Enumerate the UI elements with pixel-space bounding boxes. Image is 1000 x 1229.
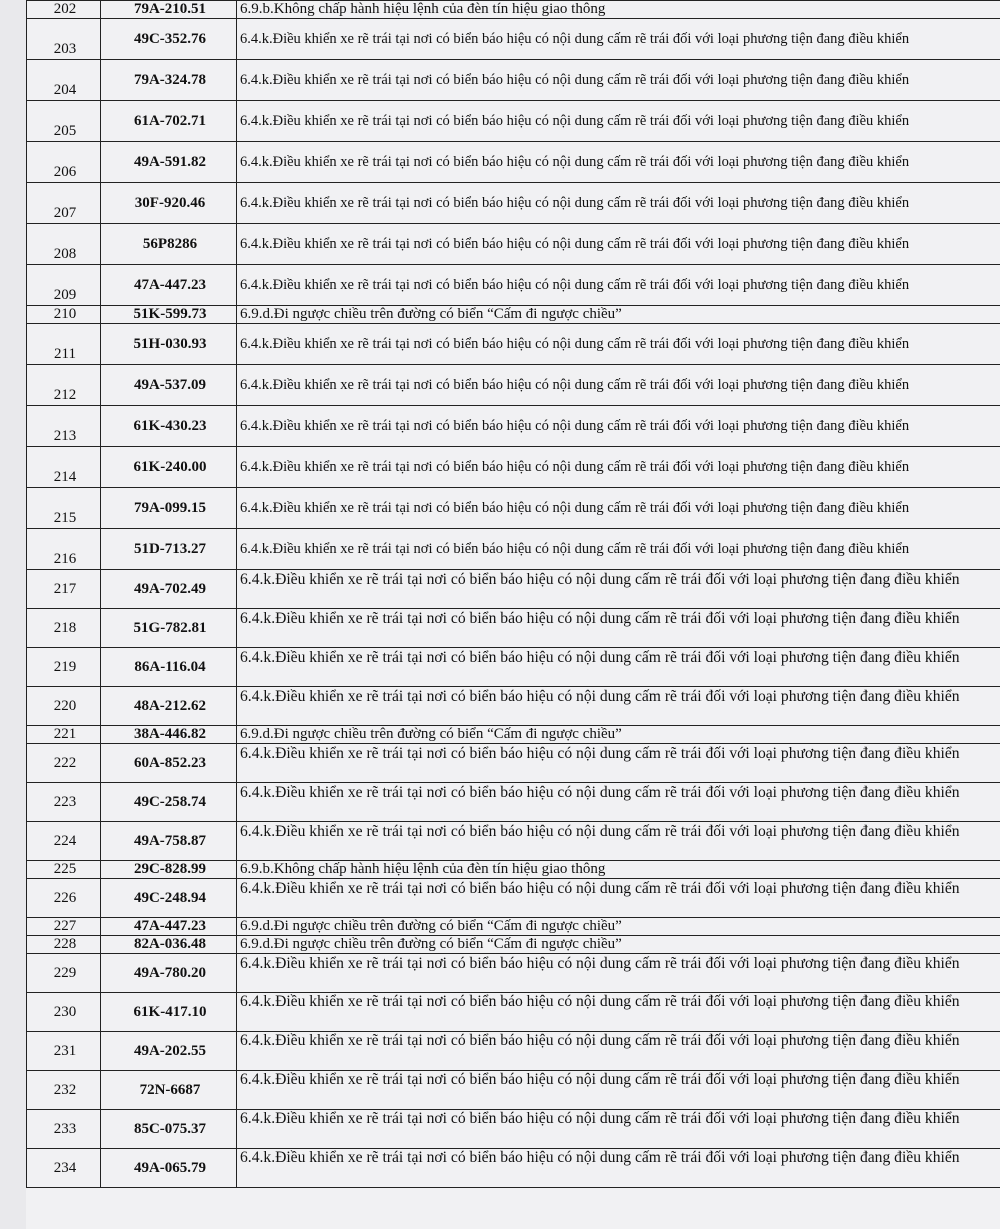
license-plate: 56P8286 [101,224,237,265]
violation-description: 6.4.k.Điều khiển xe rẽ trái tại nơi có biển báo hiệu có nội dung cấm rẽ trái đối với loại phương tiện đang điều khiển [237,822,1000,861]
license-plate: 86A-116.04 [101,648,237,687]
row-number: 211 [27,324,101,365]
violation-description: 6.4.k.Điều khiển xe rẽ trái tại nơi có biển báo hiệu có nội dung cấm rẽ trái đối với loại phương tiện đang điều khiển [237,406,1000,447]
license-plate: 47A-447.23 [101,265,237,306]
license-plate: 61K-430.23 [101,406,237,447]
row-number: 223 [27,783,101,822]
license-plate: 29C-828.99 [101,861,237,879]
license-plate: 30F-920.46 [101,183,237,224]
violation-description: 6.4.k.Điều khiển xe rẽ trái tại nơi có biển báo hiệu có nội dung cấm rẽ trái đối với loại phương tiện đang điều khiển [237,1110,1000,1149]
row-number: 221 [27,726,101,744]
license-plate: 49A-065.79 [101,1149,237,1188]
violation-description: 6.4.k.Điều khiển xe rẽ trái tại nơi có biển báo hiệu có nội dung cấm rẽ trái đối với loại phương tiện đang điều khiển [237,19,1000,60]
violation-description: 6.4.k.Điều khiển xe rẽ trái tại nơi có biển báo hiệu có nội dung cấm rẽ trái đối với loại phương tiện đang điều khiển [237,954,1000,993]
violation-description: 6.4.k.Điều khiển xe rẽ trái tại nơi có biển báo hiệu có nội dung cấm rẽ trái đối với loại phương tiện đang điều khiển [237,265,1000,306]
violation-description: 6.9.b.Không chấp hành hiệu lệnh của đèn tín hiệu giao thông [237,1,1000,19]
table-row [27,570,1000,609]
license-plate: 49A-202.55 [101,1032,237,1071]
table-row [27,1149,1000,1188]
violation-description: 6.9.d.Đi ngược chiều trên đường có biển “Cấm đi ngược chiều” [237,918,1000,936]
row-number: 229 [27,954,101,993]
table-row [27,142,1000,183]
row-number: 220 [27,687,101,726]
table-row [27,861,1000,879]
violation-description: 6.4.k.Điều khiển xe rẽ trái tại nơi có biển báo hiệu có nội dung cấm rẽ trái đối với loại phương tiện đang điều khiển [237,687,1000,726]
row-number: 210 [27,306,101,324]
row-number: 232 [27,1071,101,1110]
table-row [27,529,1000,570]
row-number: 222 [27,744,101,783]
violation-description: 6.4.k.Điều khiển xe rẽ trái tại nơi có biển báo hiệu có nội dung cấm rẽ trái đối với loại phương tiện đang điều khiển [237,224,1000,265]
document-page [26,0,1000,1229]
license-plate: 85C-075.37 [101,1110,237,1149]
row-number: 208 [27,224,101,265]
row-number: 233 [27,1110,101,1149]
table-row [27,1071,1000,1110]
table-row [27,993,1000,1032]
row-number: 231 [27,1032,101,1071]
row-number: 234 [27,1149,101,1188]
violation-description: 6.4.k.Điều khiển xe rẽ trái tại nơi có biển báo hiệu có nội dung cấm rẽ trái đối với loại phương tiện đang điều khiển [237,101,1000,142]
row-number: 207 [27,183,101,224]
table-row [27,324,1000,365]
violation-description: 6.4.k.Điều khiển xe rẽ trái tại nơi có biển báo hiệu có nội dung cấm rẽ trái đối với loại phương tiện đang điều khiển [237,324,1000,365]
table-row [27,265,1000,306]
table-row [27,687,1000,726]
license-plate: 82A-036.48 [101,936,237,954]
violation-description: 6.9.d.Đi ngược chiều trên đường có biển “Cấm đi ngược chiều” [237,936,1000,954]
license-plate: 51G-782.81 [101,609,237,648]
row-number: 218 [27,609,101,648]
table-row [27,879,1000,918]
table-row [27,19,1000,60]
violation-description: 6.4.k.Điều khiển xe rẽ trái tại nơi có biển báo hiệu có nội dung cấm rẽ trái đối với loại phương tiện đang điều khiển [237,142,1000,183]
row-number: 215 [27,488,101,529]
table-row [27,1110,1000,1149]
table-row [27,447,1000,488]
violation-description: 6.4.k.Điều khiển xe rẽ trái tại nơi có biển báo hiệu có nội dung cấm rẽ trái đối với loại phương tiện đang điều khiển [237,648,1000,687]
row-number: 225 [27,861,101,879]
table-row [27,783,1000,822]
row-number: 216 [27,529,101,570]
license-plate: 49A-758.87 [101,822,237,861]
violation-description: 6.4.k.Điều khiển xe rẽ trái tại nơi có biển báo hiệu có nội dung cấm rẽ trái đối với loại phương tiện đang điều khiển [237,1032,1000,1071]
row-number: 217 [27,570,101,609]
violation-description: 6.4.k.Điều khiển xe rẽ trái tại nơi có biển báo hiệu có nội dung cấm rẽ trái đối với loại phương tiện đang điều khiển [237,529,1000,570]
row-number: 212 [27,365,101,406]
table-row [27,726,1000,744]
table-row [27,648,1000,687]
table-row [27,365,1000,406]
table-row [27,609,1000,648]
license-plate: 79A-210.51 [101,1,237,19]
license-plate: 51K-599.73 [101,306,237,324]
table-row [27,822,1000,861]
license-plate: 51H-030.93 [101,324,237,365]
row-number: 214 [27,447,101,488]
table-row [27,954,1000,993]
violation-description: 6.4.k.Điều khiển xe rẽ trái tại nơi có biển báo hiệu có nội dung cấm rẽ trái đối với loại phương tiện đang điều khiển [237,447,1000,488]
row-number: 230 [27,993,101,1032]
license-plate: 49C-248.94 [101,879,237,918]
license-plate: 61A-702.71 [101,101,237,142]
license-plate: 38A-446.82 [101,726,237,744]
violation-description: 6.9.b.Không chấp hành hiệu lệnh của đèn tín hiệu giao thông [237,861,1000,879]
row-number: 226 [27,879,101,918]
license-plate: 48A-212.62 [101,687,237,726]
row-number: 205 [27,101,101,142]
table-row [27,406,1000,447]
violation-description: 6.4.k.Điều khiển xe rẽ trái tại nơi có biển báo hiệu có nội dung cấm rẽ trái đối với loại phương tiện đang điều khiển [237,365,1000,406]
row-number: 227 [27,918,101,936]
violation-description: 6.4.k.Điều khiển xe rẽ trái tại nơi có biển báo hiệu có nội dung cấm rẽ trái đối với loại phương tiện đang điều khiển [237,183,1000,224]
violation-description: 6.4.k.Điều khiển xe rẽ trái tại nơi có biển báo hiệu có nội dung cấm rẽ trái đối với loại phương tiện đang điều khiển [237,744,1000,783]
violation-description: 6.4.k.Điều khiển xe rẽ trái tại nơi có biển báo hiệu có nội dung cấm rẽ trái đối với loại phương tiện đang điều khiển [237,488,1000,529]
violation-description: 6.4.k.Điều khiển xe rẽ trái tại nơi có biển báo hiệu có nội dung cấm rẽ trái đối với loại phương tiện đang điều khiển [237,1149,1000,1188]
violation-description: 6.4.k.Điều khiển xe rẽ trái tại nơi có biển báo hiệu có nội dung cấm rẽ trái đối với loại phương tiện đang điều khiển [237,570,1000,609]
violation-description: 6.9.d.Đi ngược chiều trên đường có biển “Cấm đi ngược chiều” [237,306,1000,324]
license-plate: 51D-713.27 [101,529,237,570]
violations-table-body [27,1,1000,1188]
violation-description: 6.4.k.Điều khiển xe rẽ trái tại nơi có biển báo hiệu có nội dung cấm rẽ trái đối với loại phương tiện đang điều khiển [237,60,1000,101]
license-plate: 61K-240.00 [101,447,237,488]
table-row [27,1032,1000,1071]
row-number: 228 [27,936,101,954]
license-plate: 49C-258.74 [101,783,237,822]
license-plate: 49A-702.49 [101,570,237,609]
violation-description: 6.9.d.Đi ngược chiều trên đường có biển “Cấm đi ngược chiều” [237,726,1000,744]
row-number: 204 [27,60,101,101]
violation-description: 6.4.k.Điều khiển xe rẽ trái tại nơi có biển báo hiệu có nội dung cấm rẽ trái đối với loại phương tiện đang điều khiển [237,993,1000,1032]
row-number: 219 [27,648,101,687]
table-row [27,183,1000,224]
row-number: 203 [27,19,101,60]
row-number: 209 [27,265,101,306]
license-plate: 49A-780.20 [101,954,237,993]
violation-description: 6.4.k.Điều khiển xe rẽ trái tại nơi có biển báo hiệu có nội dung cấm rẽ trái đối với loại phương tiện đang điều khiển [237,879,1000,918]
row-number: 213 [27,406,101,447]
license-plate: 49A-537.09 [101,365,237,406]
row-number: 224 [27,822,101,861]
license-plate: 49A-591.82 [101,142,237,183]
license-plate: 72N-6687 [101,1071,237,1110]
violations-table [26,0,1000,1188]
row-number: 202 [27,1,101,19]
license-plate: 61K-417.10 [101,993,237,1032]
violation-description: 6.4.k.Điều khiển xe rẽ trái tại nơi có biển báo hiệu có nội dung cấm rẽ trái đối với loại phương tiện đang điều khiển [237,783,1000,822]
table-row [27,744,1000,783]
table-row [27,60,1000,101]
row-number: 206 [27,142,101,183]
table-row [27,918,1000,936]
license-plate: 49C-352.76 [101,19,237,60]
license-plate: 79A-099.15 [101,488,237,529]
license-plate: 47A-447.23 [101,918,237,936]
table-row [27,936,1000,954]
license-plate: 60A-852.23 [101,744,237,783]
table-row [27,488,1000,529]
violation-description: 6.4.k.Điều khiển xe rẽ trái tại nơi có biển báo hiệu có nội dung cấm rẽ trái đối với loại phương tiện đang điều khiển [237,609,1000,648]
table-row [27,306,1000,324]
table-row [27,1,1000,19]
license-plate: 79A-324.78 [101,60,237,101]
table-row [27,224,1000,265]
violation-description: 6.4.k.Điều khiển xe rẽ trái tại nơi có biển báo hiệu có nội dung cấm rẽ trái đối với loại phương tiện đang điều khiển [237,1071,1000,1110]
table-row [27,101,1000,142]
